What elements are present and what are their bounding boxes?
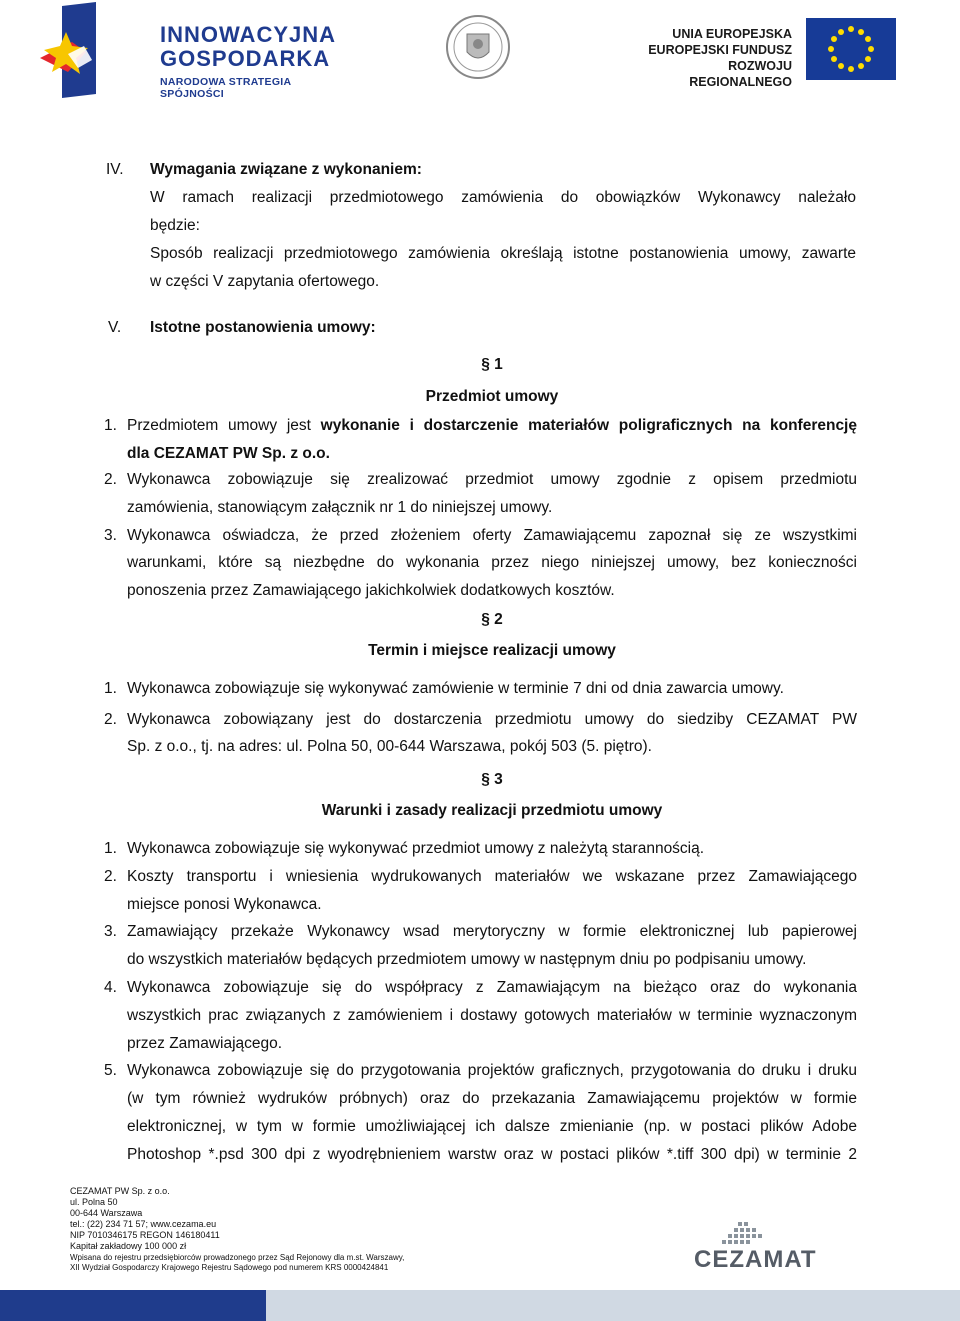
par1-title: Przedmiot umowy [425,388,559,405]
par1-item2-line1: Wykonawca zobowiązuje się zrealizować przedmiot umowy zgodnie z opisem przedmiotu [127,471,857,488]
par3-item5-line3: elektronicznej, w tym w formie umożliwiającej ich dalsze zmienianie (np. w postaci plików Adobe [127,1118,857,1135]
eu-line-2: EUROPEJSKI FUNDUSZ [648,43,792,57]
par1-item3-line1: Wykonawca oświadcza, że przed złożeniem oferty Zamawiającemu zapoznał się ze wszystkimi [127,527,857,544]
par1-item2-line2: zamówienia, stanowiącym załącznik nr 1 do niniejszej umowy. [127,499,553,516]
par1-item1-line2: dla CEZAMAT PW Sp. z o.o. [127,445,330,462]
eu-line-1: UNIA EUROPEJSKA [672,27,792,41]
par3-item5-line4: Photoshop *.psd 300 dpi z wyodrębnieniem warstw oraz w postaci plików *.tiff 300 dpi) w terminie 2 [127,1146,857,1163]
section-iv-text-1: W ramach realizacji przedmiotowego zamówienia do obowiązków Wykonawcy należało [150,189,856,206]
innowacyjna-gospodarka-logo [38,2,337,100]
section-iv-text-4: w części V zapytania ofertowego. [150,273,380,290]
par1-item1-number: 1. [104,417,117,434]
par2-item2-line2: Sp. z o.o., tj. na adres: ul. Polna 50, 00-644 Warszawa, pokój 503 (5. piętro). [127,738,652,755]
par2-symbol: § 2 [481,611,503,628]
ig-title-line-1: INNOWACYJNA [160,22,337,47]
ig-subtitle: NARODOWA STRATEGIA SPÓJNOŚCI [160,76,292,100]
par3-item1-line1: Wykonawca zobowiązuje się wykonywać przedmiot umowy z należytą starannością. [127,840,705,857]
footer-street: ul. Polna 50 [70,1197,118,1207]
par2-item1-line1: Wykonawca zobowiązuje się wykonywać zamówienie w terminie 7 dni od dnia zawarcia umowy. [127,680,784,697]
par3-item5-line1: Wykonawca zobowiązuje się do przygotowania projektów graficznych, przygotowania do druku i druku [127,1062,857,1079]
footer-registry-2: XII Wydział Gospodarczy Krajowego Rejestru Sądowego pod numerem KRS 0000424841 [70,1263,389,1272]
par3-title: Warunki i zasady realizacji przedmiotu umowy [321,802,663,819]
footer-registry-1: Wpisana do rejestru przedsiębiorców prowadzonego przez Sąd Rejonowy dla m.st. Warszawy, [70,1253,405,1262]
footer-bar-dark [0,1290,266,1321]
par3-item3-line1: Zamawiający przekaże Wykonawcy wsad merytoryczny w formie elektronicznej lub papierowej [127,923,857,940]
eu-flag-icon [806,18,896,80]
par3-item5-line2: (w tym również wydruków próbnych) oraz do przekazania Zamawiającemu projektów w formie [127,1090,857,1107]
par1-item1-bold: wykonanie i dostarczenie materiałów poligraficznych na konferencję [320,417,857,434]
footer-capital: Kapitał zakładowy 100 000 zł [70,1241,187,1251]
par1-item2-number: 2. [104,471,117,488]
par3-symbol: § 3 [481,771,503,788]
section-iv-text-3: Sposób realizacji przedmiotowego zamówienia określają istotne postanowienia umowy, zawarte [150,245,856,262]
par2-title: Termin i miejsce realizacji umowy [368,642,616,659]
section-v-title: Istotne postanowienia umowy: [150,319,376,336]
section-iv-numeral: IV. [106,161,124,178]
par3-item4-line1: Wykonawca zobowiązuje się do współpracy z Zamawiającym na bieżąco oraz do wykonania [127,979,857,996]
par3-item3-line2: do wszystkich materiałów będących przedmiotem umowy w następnym dniu po podpisaniu umowy. [127,951,807,968]
par1-symbol: § 1 [481,356,503,373]
par1-item1-text: Przedmiotem umowy jest [127,417,321,434]
par3-item4-line3: przez Zamawiającego. [127,1035,283,1052]
par3-item3-number: 3. [104,923,117,940]
eu-text [630,26,792,90]
footer-nip: NIP 7010346175 REGON 146180411 [70,1230,220,1240]
footer-bar-light [266,1290,960,1321]
footer-contact: tel.: (22) 234 71 57; www.cezama.eu [70,1219,217,1229]
cezamat-logo-text: CEZAMAT [694,1246,817,1273]
section-v-numeral: V. [108,319,122,336]
par2-item2-number: 2. [104,711,117,728]
par3-item1-number: 1. [104,840,117,857]
ig-title-line-2: GOSPODARKA [160,46,331,71]
university-seal-icon [445,14,511,80]
section-iv-text-2: będzie: [150,217,200,234]
par3-item2-number: 2. [104,868,117,885]
par2-item1-number: 1. [104,680,117,697]
par3-item5-number: 5. [104,1062,117,1079]
par1-item1-line1 [127,416,857,436]
par2-item2-line1: Wykonawca zobowiązany jest do dostarczenia przedmiotu umowy do siedziby CEZAMAT PW [127,711,857,728]
eu-line-3: ROZWOJU REGIONALNEGO [689,59,792,89]
ig-star-icon [38,2,122,98]
par1-item3-line3: ponoszenia przez Zamawiającego jakichkolwiek dodatkowych kosztów. [127,582,615,599]
par3-item4-line2: wszystkich prac związanych z zamówieniem i dostawy gotowych materiałów w terminie wyznaczonym [127,1007,857,1024]
cezamat-logo [690,1218,830,1274]
section-iv-title: Wymagania związane z wykonaniem: [150,161,422,178]
par3-item2-line2: miejsce ponosi Wykonawca. [127,896,322,913]
par3-item4-number: 4. [104,979,117,996]
footer-city: 00-644 Warszawa [70,1208,143,1218]
par1-item3-number: 3. [104,527,117,544]
footer-company: CEZAMAT PW Sp. z o.o. [70,1186,170,1196]
par3-item2-line1: Koszty transportu i wniesienia wydrukowanych materiałów we wskazane przez Zamawiającego [127,868,857,885]
par1-item3-line2: warunkami, które są niezbędne do wykonania przez niego niniejszej umowy, bez konieczności [127,554,857,571]
